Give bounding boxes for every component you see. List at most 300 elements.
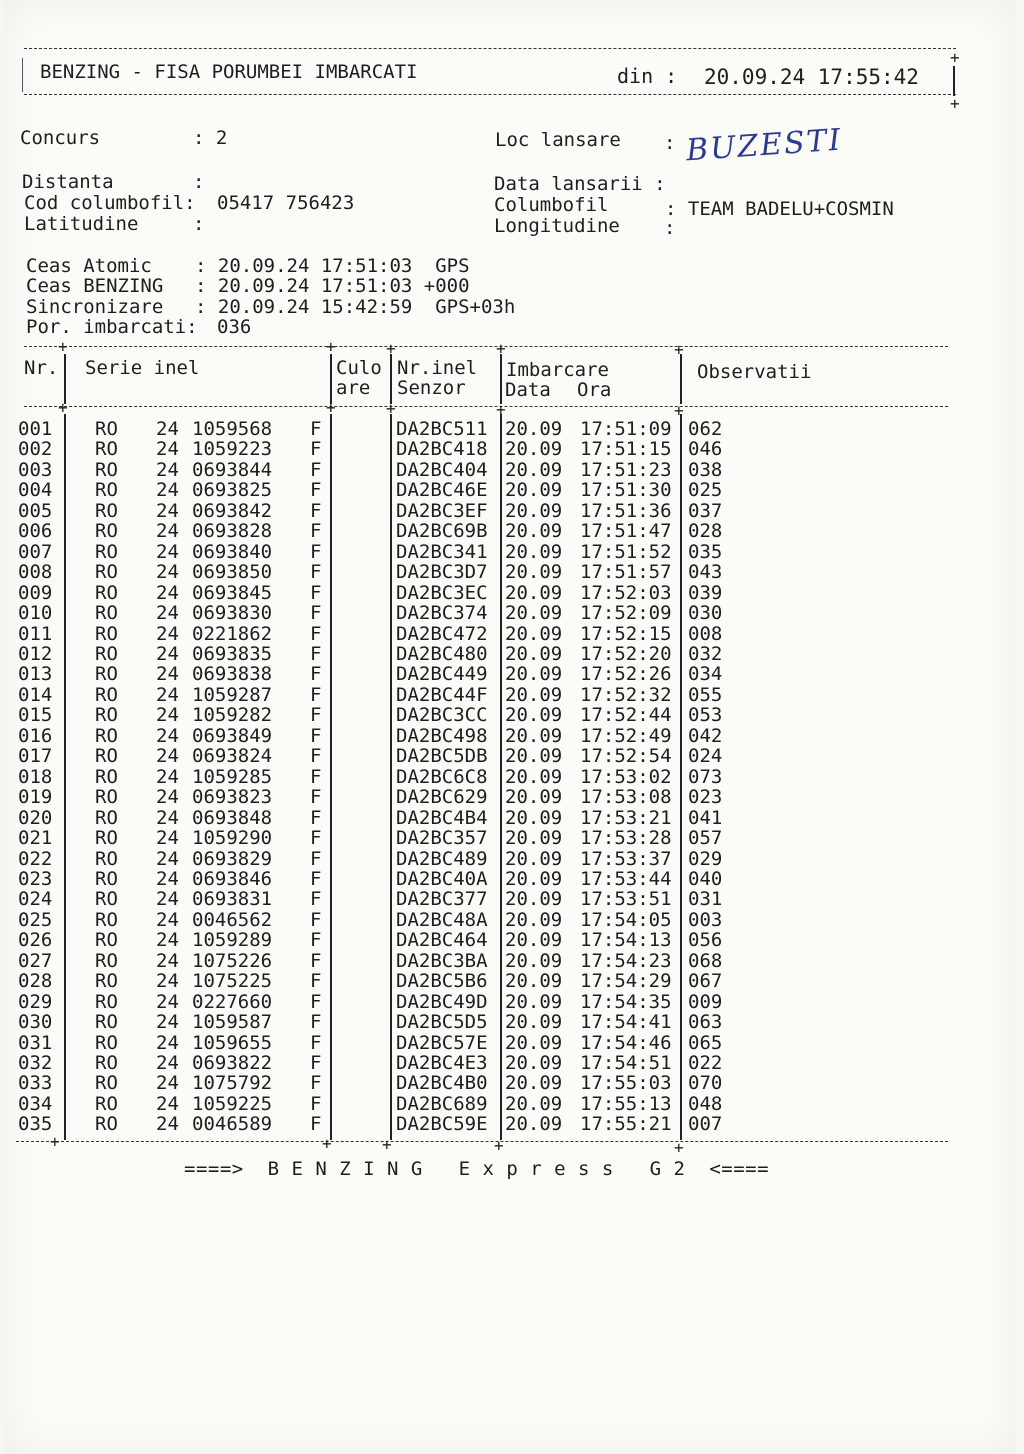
columbofil-value: : TEAM BADELU+COSMIN — [665, 198, 894, 220]
cell-sex: F — [310, 1092, 322, 1115]
cell-data: 20.09 — [505, 418, 563, 440]
header-serie-inel: Serie inel — [85, 357, 200, 379]
sincronizare-label: Sincronizare — [26, 296, 164, 318]
table-corner: + — [386, 339, 396, 358]
cell-tara: RO — [95, 724, 118, 747]
col-separator-sex — [330, 354, 332, 404]
cell-tara: RO — [95, 561, 118, 584]
cell-sex: F — [310, 499, 322, 522]
table-bottom-border — [16, 1141, 948, 1142]
cell-senzor: DA2BC489 — [396, 847, 488, 870]
cell-data: 20.09 — [505, 520, 563, 543]
cell-nr: 002 — [18, 438, 53, 461]
cell-nr: 010 — [18, 602, 53, 624]
cell-observatii: 048 — [688, 1092, 723, 1115]
cell-serie: 0693823 — [192, 786, 273, 809]
cell-ora: 17:53:08 — [580, 786, 672, 809]
sincronizare-value: : 20.09.24 15:42:59 GPS+03h — [195, 296, 516, 318]
cell-senzor: DA2BC3BA — [396, 949, 488, 972]
header-senzor: Senzor — [397, 377, 466, 399]
cell-nr: 028 — [18, 970, 53, 993]
cell-ora: 17:53:28 — [580, 827, 672, 849]
cell-nr: 015 — [18, 704, 53, 727]
cell-tara: RO — [95, 1113, 118, 1136]
cell-nr: 032 — [18, 1051, 53, 1074]
cell-sex: F — [310, 438, 322, 461]
cell-observatii: 022 — [688, 1051, 723, 1074]
cell-an: 24 — [156, 827, 179, 849]
cell-sex: F — [310, 602, 322, 624]
cell-sex: F — [310, 806, 322, 829]
cell-sex: F — [310, 827, 322, 849]
cell-ora: 17:55:21 — [580, 1113, 672, 1136]
cell-tara: RO — [95, 827, 118, 849]
cell-ora: 17:53:44 — [580, 867, 672, 890]
cell-senzor: DA2BC3EF — [396, 499, 488, 522]
table-corner: + — [322, 1134, 332, 1153]
cell-an: 24 — [156, 683, 179, 706]
cell-ora: 17:54:29 — [580, 970, 672, 993]
cell-an: 24 — [156, 1031, 179, 1054]
cell-an: 24 — [156, 806, 179, 829]
cell-an: 24 — [156, 458, 179, 481]
loc-lansare-label: Loc lansare — [495, 129, 621, 151]
cell-sex: F — [310, 867, 322, 890]
cell-observatii: 007 — [688, 1113, 723, 1136]
cell-observatii: 034 — [688, 663, 723, 686]
table-row — [0, 705, 1000, 725]
cell-senzor: DA2BC46E — [396, 479, 488, 502]
cell-sex: F — [310, 1031, 322, 1054]
cell-tara: RO — [95, 438, 118, 461]
cell-ora: 17:54:35 — [580, 990, 672, 1013]
cell-serie: 0046562 — [192, 908, 273, 931]
table-corner: + — [326, 337, 336, 356]
cell-an: 24 — [156, 970, 179, 993]
header-data: Data — [505, 379, 551, 401]
cell-data: 20.09 — [505, 908, 563, 931]
cell-an: 24 — [156, 581, 179, 604]
header-imbarcare: Imbarcare — [506, 359, 609, 381]
cell-sex: F — [310, 643, 322, 665]
cell-senzor: DA2BC4B4 — [396, 806, 488, 829]
cell-an: 24 — [156, 704, 179, 727]
cell-observatii: 025 — [688, 479, 723, 502]
table-row — [0, 603, 1000, 623]
cell-data: 20.09 — [505, 745, 563, 768]
cell-tara: RO — [95, 765, 118, 788]
cell-ora: 17:53:51 — [580, 888, 672, 911]
cell-data: 20.09 — [505, 949, 563, 972]
footer-banner: ====> B E N Z I N G E x p r e s s G 2 <==== — [184, 1158, 770, 1180]
table-row — [0, 542, 1000, 562]
cell-serie: 0227660 — [192, 990, 273, 1013]
cell-observatii: 028 — [688, 520, 723, 543]
cell-senzor: DA2BC480 — [396, 643, 488, 665]
cell-senzor: DA2BC5B6 — [396, 970, 488, 993]
cell-observatii: 065 — [688, 1031, 723, 1054]
cell-ora: 17:51:09 — [580, 418, 672, 440]
header-right-border — [953, 66, 955, 96]
cell-ora: 17:52:32 — [580, 683, 672, 706]
cell-senzor: DA2BC511 — [396, 418, 488, 440]
cell-sex: F — [310, 418, 322, 440]
cell-data: 20.09 — [505, 1072, 563, 1095]
cell-serie: 0693831 — [192, 888, 273, 911]
cell-serie: 0693828 — [192, 520, 273, 543]
cell-nr: 029 — [18, 990, 53, 1013]
cell-senzor: DA2BC59E — [396, 1113, 488, 1136]
cell-nr: 030 — [18, 1011, 53, 1033]
cell-senzor: DA2BC464 — [396, 929, 488, 952]
cell-serie: 0693848 — [192, 806, 273, 829]
cell-nr: 019 — [18, 786, 53, 809]
cell-tara: RO — [95, 704, 118, 727]
cell-observatii: 041 — [688, 806, 723, 829]
cell-data: 20.09 — [505, 1051, 563, 1074]
table-row — [0, 849, 1000, 869]
cell-serie: 0693829 — [192, 847, 273, 870]
col-separator-culoare — [390, 354, 392, 404]
cell-sex: F — [310, 1113, 322, 1136]
cell-senzor: DA2BC44F — [396, 683, 488, 706]
cell-senzor: DA2BC57E — [396, 1031, 488, 1054]
cell-data: 20.09 — [505, 540, 563, 563]
cell-sex: F — [310, 786, 322, 809]
cell-observatii: 009 — [688, 990, 723, 1013]
table-row — [0, 1053, 1000, 1073]
cell-senzor: DA2BC5DB — [396, 745, 488, 768]
cell-nr: 013 — [18, 663, 53, 686]
table-corner: + — [382, 1135, 392, 1154]
cell-nr: 034 — [18, 1092, 53, 1115]
cell-serie: 0693825 — [192, 479, 273, 502]
cell-serie: 1059587 — [192, 1011, 273, 1033]
cell-ora: 17:51:52 — [580, 540, 672, 563]
cell-senzor: DA2BC3CC — [396, 704, 488, 727]
table-row — [0, 624, 1000, 644]
cell-data: 20.09 — [505, 806, 563, 829]
cell-sex: F — [310, 1051, 322, 1074]
cell-nr: 008 — [18, 561, 53, 584]
cell-data: 20.09 — [505, 479, 563, 502]
table-row — [0, 1033, 1000, 1053]
cell-an: 24 — [156, 643, 179, 665]
cell-an: 24 — [156, 847, 179, 870]
table-row — [0, 562, 1000, 582]
cell-serie: 1059568 — [192, 418, 273, 440]
col-separator-ora — [680, 354, 682, 404]
cell-tara: RO — [95, 520, 118, 543]
cell-data: 20.09 — [505, 970, 563, 993]
table-row — [0, 419, 1000, 439]
cell-senzor: DA2BC357 — [396, 827, 488, 849]
cell-serie: 0693849 — [192, 724, 273, 747]
cell-nr: 027 — [18, 949, 53, 972]
cell-observatii: 043 — [688, 561, 723, 584]
cell-serie: 1075226 — [192, 949, 273, 972]
table-row — [0, 767, 1000, 787]
porumbei-imbarcati-value: 036 — [217, 316, 252, 338]
cell-sex: F — [310, 622, 322, 645]
cell-senzor: DA2BC341 — [396, 540, 488, 563]
cell-senzor: DA2BC69B — [396, 520, 488, 543]
header-left-border — [22, 58, 23, 92]
cell-sex: F — [310, 683, 322, 706]
cell-data: 20.09 — [505, 1031, 563, 1054]
cell-an: 24 — [156, 520, 179, 543]
cell-an: 24 — [156, 561, 179, 584]
table-row — [0, 930, 1000, 950]
cell-ora: 17:51:47 — [580, 520, 672, 543]
cod-columbofil-label: Cod columbofil: — [24, 192, 196, 214]
table-corner: + — [386, 399, 396, 418]
cell-observatii: 038 — [688, 458, 723, 481]
cell-nr: 005 — [18, 499, 53, 522]
cell-tara: RO — [95, 663, 118, 686]
table-corner: + — [674, 340, 684, 359]
cell-an: 24 — [156, 1011, 179, 1033]
cell-observatii: 073 — [688, 765, 723, 788]
cell-nr: 006 — [18, 520, 53, 543]
cell-nr: 007 — [18, 540, 53, 563]
cell-tara: RO — [95, 970, 118, 993]
cell-nr: 003 — [18, 458, 53, 481]
cell-observatii: 042 — [688, 724, 723, 747]
cell-sex: F — [310, 724, 322, 747]
cell-serie: 0046589 — [192, 1113, 273, 1136]
cell-serie: 1075225 — [192, 970, 273, 993]
cell-ora: 17:54:41 — [580, 1011, 672, 1033]
cell-nr: 009 — [18, 581, 53, 604]
header-culoare-1: Culo — [336, 357, 382, 379]
cell-nr: 016 — [18, 724, 53, 747]
header-observatii: Observatii — [697, 361, 812, 383]
cell-serie: 1059282 — [192, 704, 273, 727]
cell-ora: 17:52:54 — [580, 745, 672, 768]
cell-observatii: 023 — [688, 786, 723, 809]
cell-sex: F — [310, 970, 322, 993]
latitudine-value: : — [193, 213, 205, 235]
cell-tara: RO — [95, 499, 118, 522]
cell-sex: F — [310, 1072, 322, 1095]
cell-nr: 018 — [18, 765, 53, 788]
cell-data: 20.09 — [505, 663, 563, 686]
cell-serie: 1059289 — [192, 929, 273, 952]
cell-senzor: DA2BC5D5 — [396, 1011, 488, 1033]
cell-data: 20.09 — [505, 867, 563, 890]
cell-an: 24 — [156, 499, 179, 522]
cell-tara: RO — [95, 683, 118, 706]
cell-ora: 17:51:57 — [580, 561, 672, 584]
cell-senzor: DA2BC498 — [396, 724, 488, 747]
cell-nr: 023 — [18, 867, 53, 890]
cell-observatii: 057 — [688, 827, 723, 849]
cell-observatii: 040 — [688, 867, 723, 890]
concurs-value: : 2 — [193, 127, 228, 149]
cell-ora: 17:53:37 — [580, 847, 672, 870]
cell-sex: F — [310, 908, 322, 931]
cell-tara: RO — [95, 540, 118, 563]
cell-ora: 17:54:23 — [580, 949, 672, 972]
loc-lansare-handwritten: BUZESTI — [684, 122, 844, 169]
table-row — [0, 685, 1000, 705]
cell-senzor: DA2BC3D7 — [396, 561, 488, 584]
cell-observatii: 037 — [688, 499, 723, 522]
cell-data: 20.09 — [505, 602, 563, 624]
cell-an: 24 — [156, 949, 179, 972]
cell-serie: 0693824 — [192, 745, 273, 768]
cell-ora: 17:52:26 — [580, 663, 672, 686]
cell-an: 24 — [156, 540, 179, 563]
cell-nr: 017 — [18, 745, 53, 768]
table-row — [0, 501, 1000, 521]
distanta-label: Distanta — [22, 171, 114, 193]
table-row — [0, 889, 1000, 909]
table-top-border — [24, 346, 948, 347]
latitudine-label: Latitudine — [24, 213, 139, 235]
cell-senzor: DA2BC4B0 — [396, 1072, 488, 1095]
cell-serie: 1059287 — [192, 683, 273, 706]
cell-data: 20.09 — [505, 1011, 563, 1033]
cell-ora: 17:52:03 — [580, 581, 672, 604]
cell-an: 24 — [156, 1072, 179, 1095]
ceas-atomic-value: : 20.09.24 17:51:03 GPS — [195, 255, 470, 277]
table-row — [0, 1073, 1000, 1093]
cell-tara: RO — [95, 581, 118, 604]
cell-ora: 17:51:15 — [580, 438, 672, 461]
cell-sex: F — [310, 663, 322, 686]
cell-senzor: DA2BC418 — [396, 438, 488, 461]
cell-sex: F — [310, 561, 322, 584]
table-row — [0, 480, 1000, 500]
cell-tara: RO — [95, 847, 118, 870]
ceas-atomic-label: Ceas Atomic — [26, 255, 152, 277]
cell-nr: 004 — [18, 479, 53, 502]
cell-data: 20.09 — [505, 643, 563, 665]
cell-ora: 17:54:46 — [580, 1031, 672, 1054]
cell-ora: 17:51:30 — [580, 479, 672, 502]
cell-senzor: DA2BC629 — [396, 786, 488, 809]
cell-sex: F — [310, 540, 322, 563]
table-corner: + — [496, 339, 506, 358]
cell-ora: 17:53:21 — [580, 806, 672, 829]
table-corner: + — [50, 1132, 60, 1151]
cell-ora: 17:51:23 — [580, 458, 672, 481]
table-corner: + — [58, 398, 68, 417]
cell-senzor: DA2BC404 — [396, 458, 488, 481]
cell-tara: RO — [95, 806, 118, 829]
cell-serie: 1059225 — [192, 1092, 273, 1115]
cell-sex: F — [310, 847, 322, 870]
cell-tara: RO — [95, 990, 118, 1013]
cell-serie: 1059655 — [192, 1031, 273, 1054]
columbofil-label: Columbofil — [494, 194, 609, 216]
cell-data: 20.09 — [505, 622, 563, 645]
table-row — [0, 992, 1000, 1012]
cell-sex: F — [310, 765, 322, 788]
cell-data: 20.09 — [505, 499, 563, 522]
cell-an: 24 — [156, 867, 179, 890]
cell-nr: 012 — [18, 643, 53, 665]
data-lansarii-label: Data lansarii : — [494, 173, 666, 195]
cell-an: 24 — [156, 1051, 179, 1074]
cell-serie: 0693822 — [192, 1051, 273, 1074]
cell-tara: RO — [95, 1092, 118, 1115]
cell-tara: RO — [95, 1031, 118, 1054]
cell-nr: 021 — [18, 827, 53, 849]
cell-tara: RO — [95, 949, 118, 972]
cell-sex: F — [310, 929, 322, 952]
cell-observatii: 062 — [688, 418, 723, 440]
document-title: BENZING - FISA PORUMBEI IMBARCATI — [40, 61, 418, 83]
cell-data: 20.09 — [505, 1113, 563, 1136]
cell-tara: RO — [95, 643, 118, 665]
cell-data: 20.09 — [505, 786, 563, 809]
cell-senzor: DA2BC49D — [396, 990, 488, 1013]
cell-tara: RO — [95, 479, 118, 502]
cell-tara: RO — [95, 418, 118, 440]
cell-tara: RO — [95, 908, 118, 931]
table-row — [0, 971, 1000, 991]
cell-ora: 17:52:44 — [580, 704, 672, 727]
cell-an: 24 — [156, 663, 179, 686]
cell-observatii: 031 — [688, 888, 723, 911]
cell-ora: 17:55:03 — [580, 1072, 672, 1095]
table-corner: + — [674, 401, 684, 420]
col-separator-senzor — [500, 354, 502, 404]
cell-nr: 024 — [18, 888, 53, 911]
cell-serie: 0693850 — [192, 561, 273, 584]
cell-nr: 014 — [18, 683, 53, 706]
cod-columbofil-value: 05417 756423 — [217, 192, 355, 214]
cell-an: 24 — [156, 479, 179, 502]
cell-an: 24 — [156, 1113, 179, 1136]
cell-observatii: 030 — [688, 602, 723, 624]
cell-observatii: 068 — [688, 949, 723, 972]
cell-nr: 031 — [18, 1031, 53, 1054]
cell-an: 24 — [156, 1092, 179, 1115]
cell-nr: 022 — [18, 847, 53, 870]
header-nr: Nr. — [24, 357, 59, 379]
cell-data: 20.09 — [505, 990, 563, 1013]
cell-observatii: 029 — [688, 847, 723, 870]
cell-sex: F — [310, 990, 322, 1013]
cell-nr: 020 — [18, 806, 53, 829]
cell-data: 20.09 — [505, 888, 563, 911]
cell-senzor: DA2BC3EC — [396, 581, 488, 604]
cell-senzor: DA2BC4E3 — [396, 1051, 488, 1074]
cell-sex: F — [310, 520, 322, 543]
cell-serie: 0693844 — [192, 458, 273, 481]
cell-observatii: 035 — [688, 540, 723, 563]
cell-serie: 0693842 — [192, 499, 273, 522]
cell-serie: 1059285 — [192, 765, 273, 788]
cell-observatii: 039 — [688, 581, 723, 604]
cell-sex: F — [310, 888, 322, 911]
cell-observatii: 055 — [688, 683, 723, 706]
cell-observatii: 032 — [688, 643, 723, 665]
table-corner: + — [496, 400, 506, 419]
cell-an: 24 — [156, 418, 179, 440]
cell-nr: 035 — [18, 1113, 53, 1136]
cell-serie: 0693838 — [192, 663, 273, 686]
porumbei-imbarcati-label: Por. imbarcati: — [26, 316, 198, 338]
cell-sex: F — [310, 458, 322, 481]
cell-serie: 1059223 — [192, 438, 273, 461]
cell-tara: RO — [95, 745, 118, 768]
cell-ora: 17:51:36 — [580, 499, 672, 522]
